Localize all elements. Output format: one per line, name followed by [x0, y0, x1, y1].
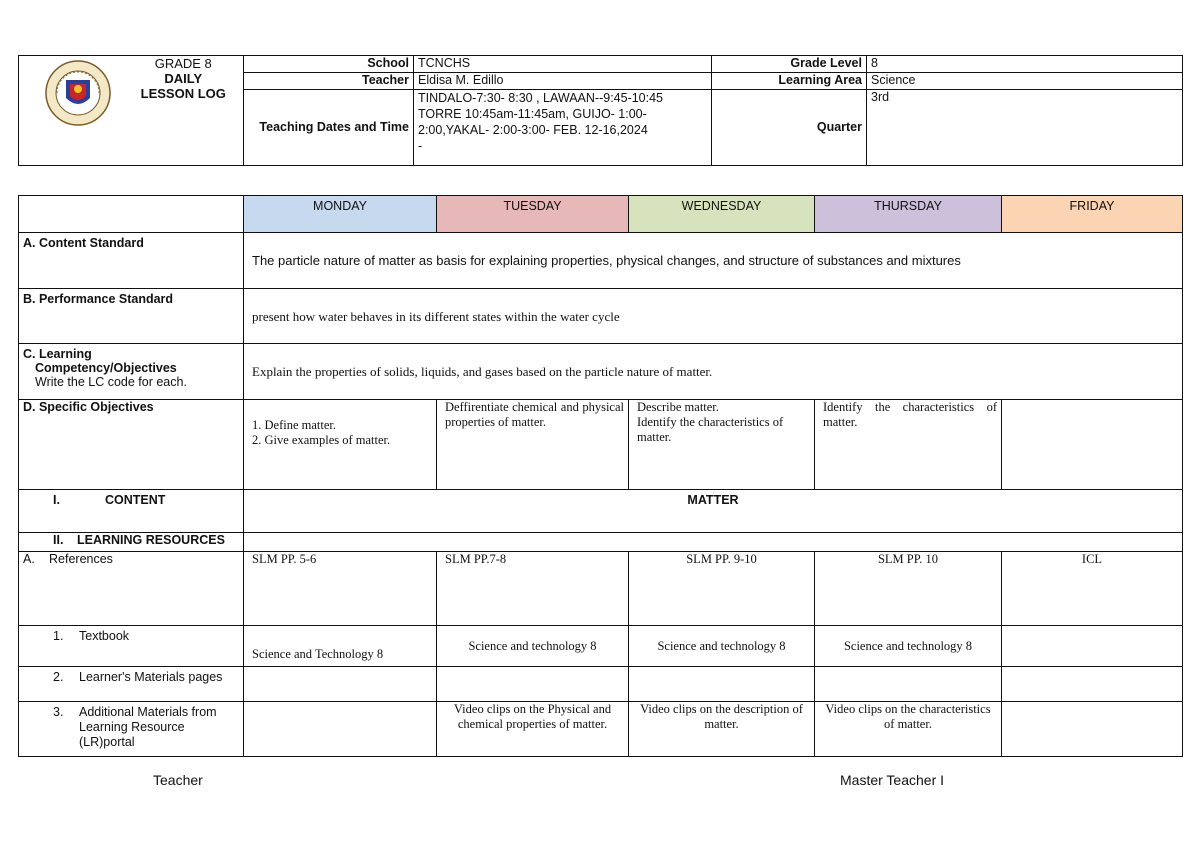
day-header-tuesday: TUESDAY — [437, 196, 629, 233]
day-header-thursday: THURSDAY — [815, 196, 1002, 233]
additional-materials-line2: Learning Resource — [79, 720, 185, 734]
learners-materials-text: Learner's Materials pages — [79, 670, 223, 684]
additional-materials-wednesday: Video clips on the description of matter. — [629, 702, 815, 757]
additional-materials-text: Additional Materials from — [79, 705, 217, 719]
learners-materials-tuesday — [437, 667, 629, 702]
additional-materials-monday — [244, 702, 437, 757]
objectives-friday — [1002, 400, 1183, 490]
specific-objectives-label: D. Specific Objectives — [19, 400, 244, 490]
learning-area-label: Learning Area — [712, 73, 867, 90]
footer-teacher: Teacher — [153, 772, 203, 788]
references-tuesday: SLM PP.7-8 — [437, 552, 629, 626]
title-block — [124, 56, 244, 166]
school-label: School — [244, 56, 414, 73]
learning-resources-text: LEARNING RESOURCES — [77, 533, 225, 547]
learners-materials-label — [19, 667, 244, 702]
logo-cell — [19, 56, 124, 166]
references-label — [19, 552, 244, 626]
objective-line: 1. Define matter. — [252, 418, 336, 432]
title-line1: DAILY — [164, 71, 203, 86]
lesson-grid — [18, 195, 1183, 757]
day-header-monday: MONDAY — [244, 196, 437, 233]
objectives-monday — [244, 400, 437, 490]
references-num: A. — [23, 552, 35, 566]
teacher-label: Teacher — [244, 73, 414, 90]
competency-label-line2: Competency/Objectives — [35, 361, 177, 375]
grade-label: GRADE 8 — [154, 56, 212, 71]
dates-line: TORRE 10:45am-11:45am, GUIJO- 1:00- — [418, 107, 647, 121]
learning-resources-label — [19, 533, 244, 552]
textbook-wednesday: Science and technology 8 — [629, 626, 815, 667]
learning-area-value: Science — [867, 73, 1183, 90]
references-monday: SLM PP. 5-6 — [244, 552, 437, 626]
dates-line: 2:00,YAKAL- 2:00-3:00- FEB. 12-16,2024 — [418, 123, 648, 137]
competency-text: Explain the properties of solids, liquids, and gases based on the particle nature of matter. — [244, 344, 1183, 400]
deped-seal-icon — [43, 58, 113, 128]
competency-label — [19, 344, 244, 400]
references-wednesday: SLM PP. 9-10 — [629, 552, 815, 626]
content-text: MATTER — [244, 490, 1183, 533]
grade-level-value: 8 — [867, 56, 1183, 73]
references-thursday: SLM PP. 10 — [815, 552, 1002, 626]
objectives-wednesday — [629, 400, 815, 490]
learning-resources-num: II. — [53, 533, 64, 547]
textbook-friday — [1002, 626, 1183, 667]
content-label — [19, 490, 244, 533]
additional-materials-num: 3. — [53, 705, 64, 719]
learning-resources-fill — [244, 533, 1183, 552]
objectives-thursday: Identify the characteristics of matter. — [815, 400, 1002, 490]
objective-line: 2. Give examples of matter. — [252, 433, 391, 447]
additional-materials-friday — [1002, 702, 1183, 757]
content-standard-label: A. Content Standard — [19, 233, 244, 289]
additional-materials-label — [19, 702, 244, 757]
learners-materials-thursday — [815, 667, 1002, 702]
performance-standard-label: B. Performance Standard — [19, 289, 244, 344]
content-label-num: I. — [53, 493, 60, 507]
grade-level-label: Grade Level — [712, 56, 867, 73]
title-line2: LESSON LOG — [140, 86, 226, 101]
learners-materials-monday — [244, 667, 437, 702]
additional-materials-tuesday: Video clips on the Physical and chemical properties of matter. — [437, 702, 629, 757]
dates-label: Teaching Dates and Time — [244, 90, 414, 166]
objective-line: Describe matter. — [637, 400, 719, 414]
textbook-monday: Science and Technology 8 — [244, 626, 437, 667]
footer-master-teacher: Master Teacher I — [840, 772, 945, 788]
performance-standard-text: present how water behaves in its different states within the water cycle — [244, 289, 1183, 344]
competency-label-line1: C. Learning — [23, 347, 92, 361]
learners-materials-wednesday — [629, 667, 815, 702]
school-value: TCNCHS — [414, 56, 712, 73]
textbook-label — [19, 626, 244, 667]
quarter-label: Quarter — [712, 90, 867, 166]
dates-value — [414, 90, 712, 166]
references-friday: ICL — [1002, 552, 1183, 626]
references-text: References — [49, 552, 113, 566]
additional-materials-line1 — [23, 705, 239, 720]
corner-cell — [19, 196, 244, 233]
quarter-value: 3rd — [867, 90, 1183, 166]
content-label-text: CONTENT — [105, 493, 166, 507]
textbook-num: 1. — [53, 629, 64, 643]
header-table — [18, 55, 1183, 166]
dates-line: - — [418, 139, 423, 153]
textbook-text: Textbook — [79, 629, 130, 643]
objective-line: Identify the characteristics of matter. — [637, 415, 784, 444]
additional-materials-thursday: Video clips on the characteristics of matter. — [815, 702, 1002, 757]
textbook-tuesday: Science and technology 8 — [437, 626, 629, 667]
objectives-tuesday: Deffirentiate chemical and physical properties of matter. — [437, 400, 629, 490]
teacher-value: Eldisa M. Edillo — [414, 73, 712, 90]
day-header-wednesday: WEDNESDAY — [629, 196, 815, 233]
additional-materials-line3: (LR)portal — [79, 735, 135, 749]
learners-materials-friday — [1002, 667, 1183, 702]
dates-line: TINDALO-7:30- 8:30 , LAWAAN--9:45-10:45 — [418, 91, 664, 105]
learners-materials-num: 2. — [53, 670, 64, 684]
textbook-thursday: Science and technology 8 — [815, 626, 1002, 667]
competency-label-line3: Write the LC code for each. — [35, 375, 187, 389]
content-standard-text: The particle nature of matter as basis for explaining properties, physical changes, and structure of substances and mixtures — [244, 233, 1183, 289]
day-header-friday: FRIDAY — [1002, 196, 1183, 233]
